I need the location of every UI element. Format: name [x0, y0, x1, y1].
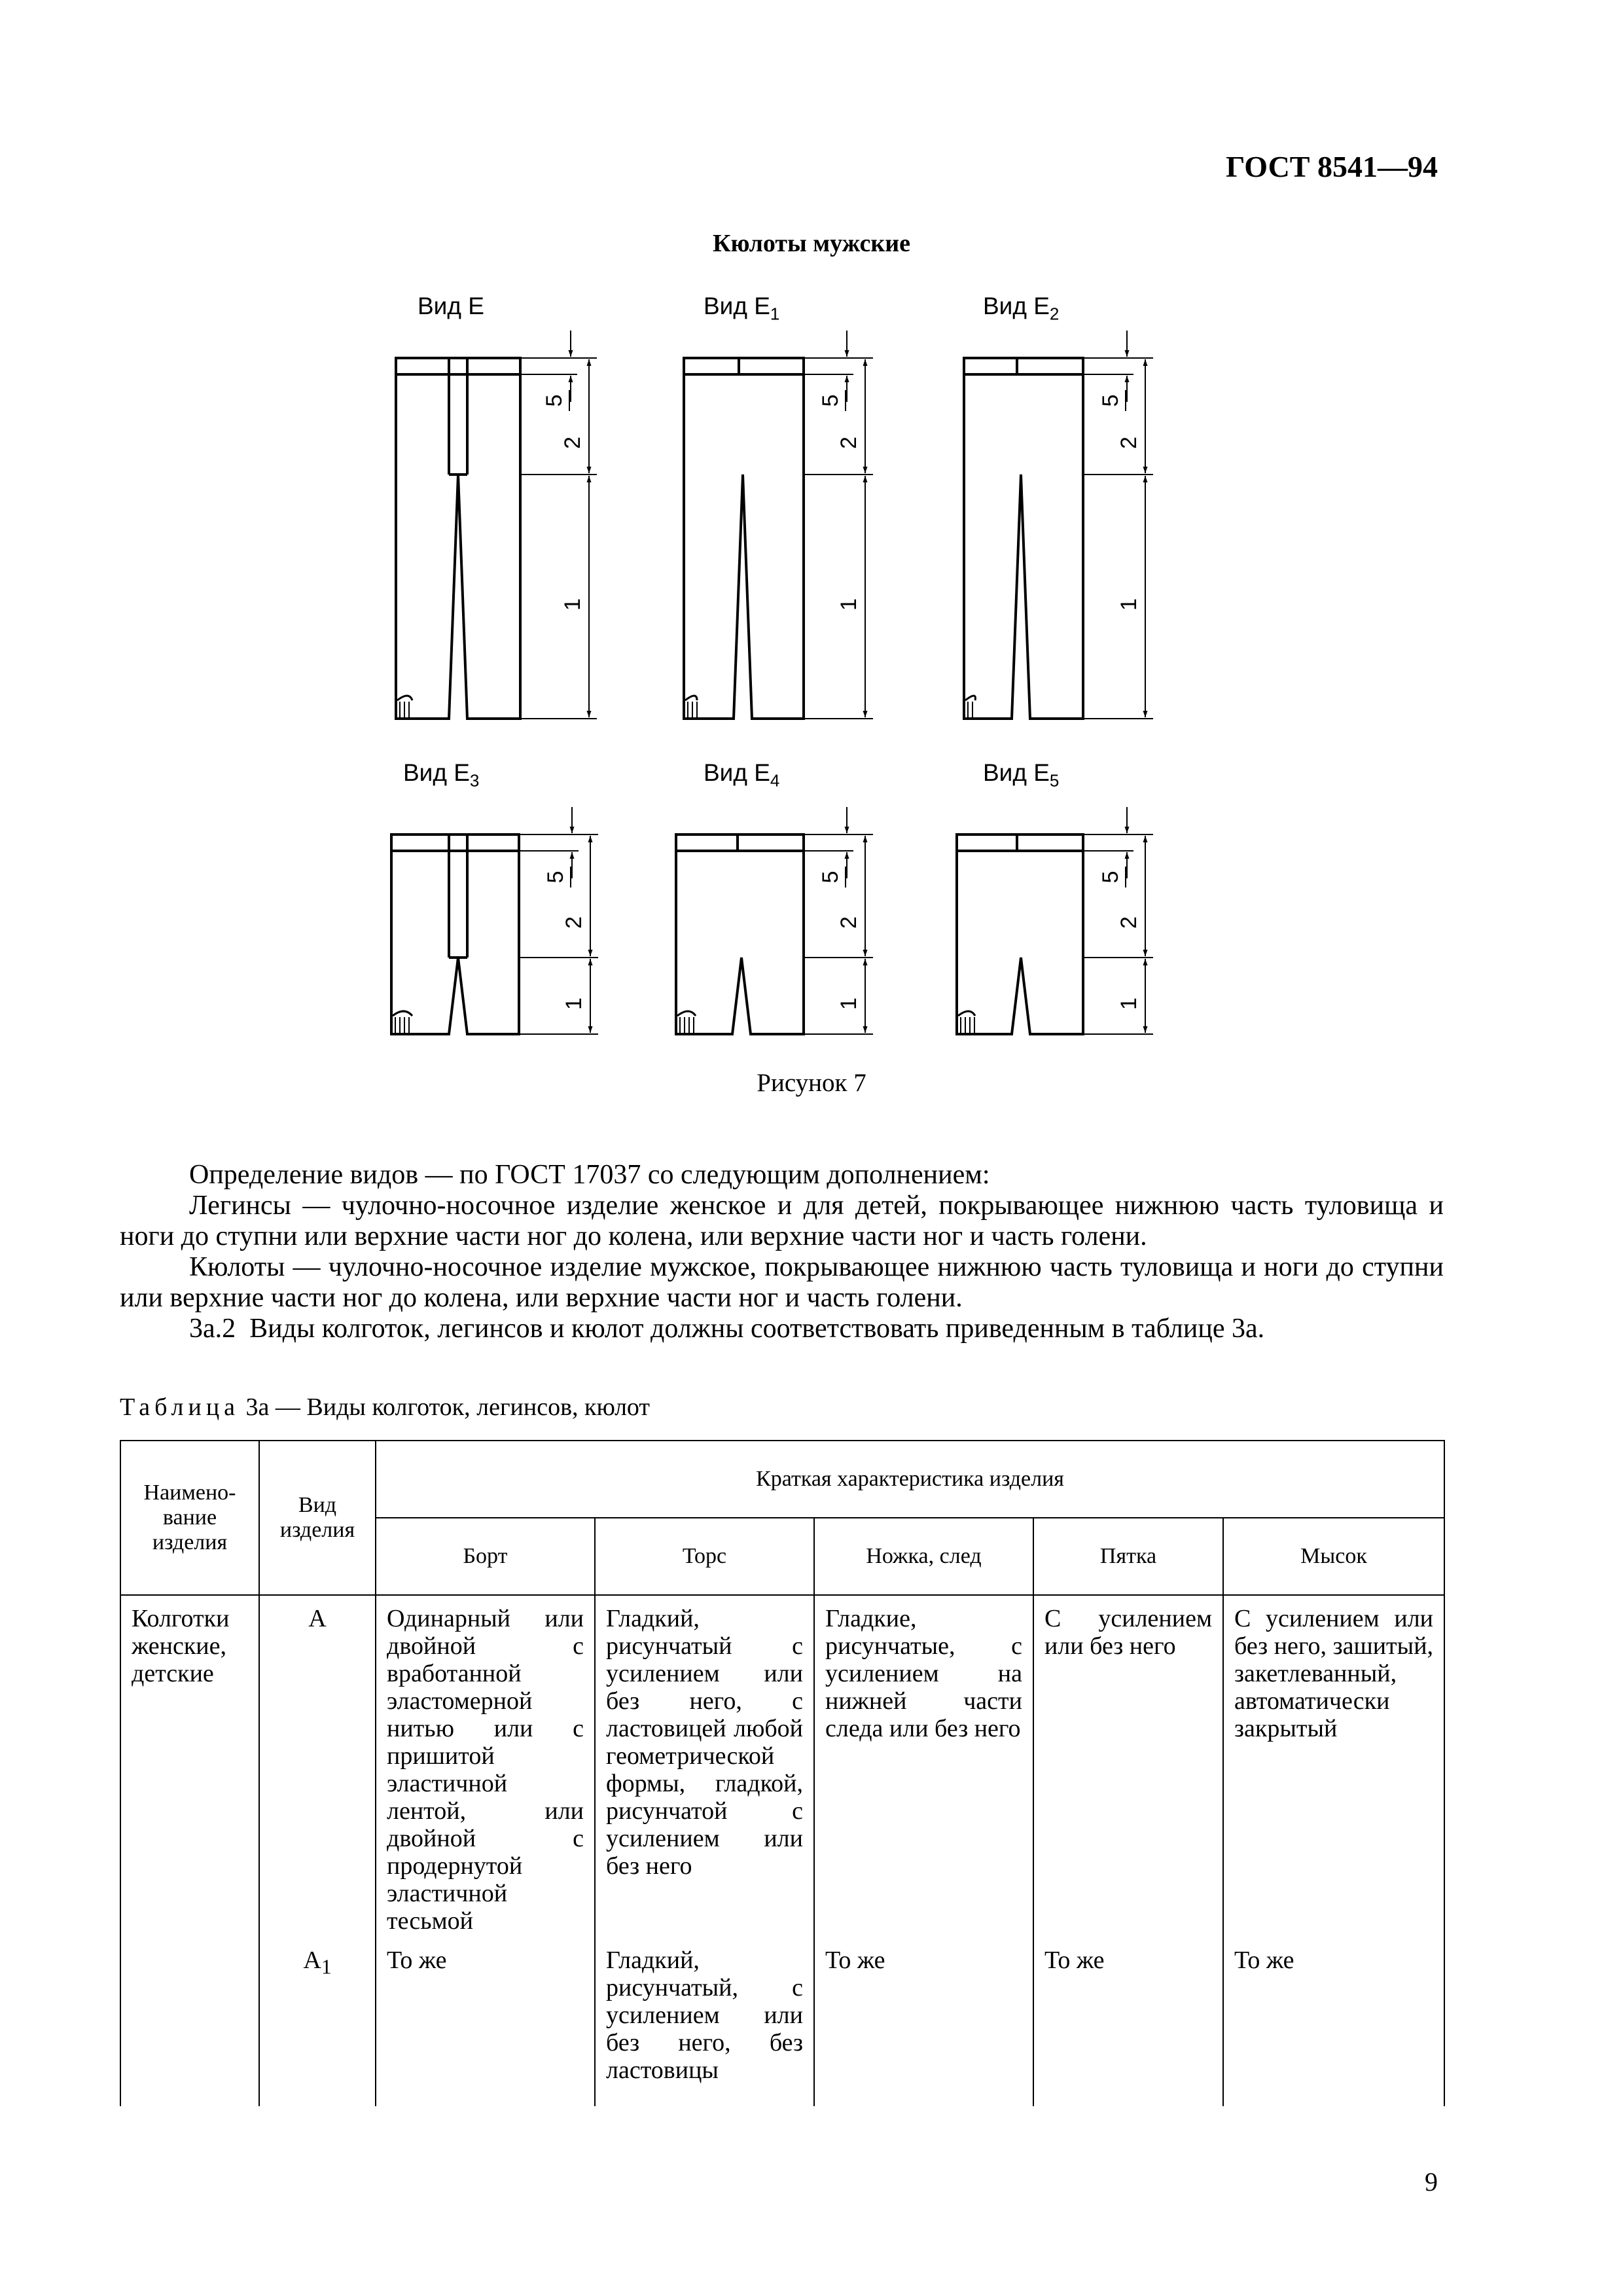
page-number: 9 [1425, 2167, 1438, 2197]
cell-tors: Гладкий, рисунчатый, с усилением или без него, без ластовицы [595, 1937, 814, 2106]
view-3-cuff-edge [965, 696, 975, 700]
header-col-leg: Ножка, след [814, 1518, 1033, 1595]
header-kind: Вид изделия [259, 1441, 376, 1595]
view-3-label-upper: 2 [1116, 437, 1141, 449]
view-5-label-waist: 5 [818, 870, 843, 884]
cell-product: Колготки женские, детские [120, 1595, 259, 1937]
view-3-outline [964, 358, 1083, 719]
types-table [120, 1440, 1445, 2106]
view-4-label-lower: 1 [562, 997, 586, 1010]
view-label-e1: Вид $E_1$ [704, 293, 780, 324]
view-4-outline [391, 834, 519, 1034]
view-2-outline [684, 358, 804, 719]
cell-leg: Гладкие, рисунчатые, с усилением на нижней части следа или без него [814, 1595, 1033, 1937]
view-1-label-upper: 2 [560, 437, 585, 449]
view-2-cuff-edge [685, 696, 697, 700]
view-label-e: Вид E [418, 293, 484, 319]
view-3-label-waist: 5 [1098, 394, 1123, 407]
cell-leg: То же [814, 1937, 1033, 2106]
view-5-outline [676, 834, 804, 1034]
header-product: Наимено- вание изделия [120, 1441, 259, 1595]
view-4-cuff-edge [393, 1011, 412, 1016]
table-caption: Таблица 3а — Виды колготок, легинсов, кюлот [120, 1393, 651, 1421]
view-label-e2: Вид $E_2$ [983, 293, 1060, 324]
cell-heel: С усилением или без него [1033, 1595, 1223, 1937]
view-6-label-upper: 2 [1116, 916, 1141, 929]
view-5-label-upper: 2 [836, 916, 861, 929]
view-2-label-waist: 5 [818, 394, 843, 407]
header-col-toe: Мысок [1223, 1518, 1444, 1595]
figure-drawing [0, 0, 1623, 1060]
cell-kind: А [259, 1595, 376, 1937]
cell-product [120, 1937, 259, 2106]
view-5-cuff-edge [677, 1011, 696, 1016]
view-1-label-waist: 5 [542, 394, 567, 407]
view-2-label-upper: 2 [836, 437, 861, 449]
paragraph-leggings: Легинсы — чулочно-носочное изделие женское и для детей, покрывающее нижнюю часть туловища и ноги до ступни или верхние части ног до колена, или верхние части ног и часть голени. [120, 1191, 1444, 1251]
cell-bort: Одинарный или двойной с вработанной эластомерной нитью или с пришитой эластичной лентой, или двойной с продернутой эластичной тесьмой [376, 1595, 595, 1937]
figure-caption: Рисунок 7 [757, 1069, 866, 1097]
view-1-cuff-edge [397, 696, 412, 700]
view-label-e3: Вид $E_3$ [403, 759, 480, 791]
paragraph-culottes: Кюлоты — чулочно-носочное изделие мужское, покрывающее нижнюю часть туловища и ноги до ступни или верхние части ног до колена, или верхние части ног и часть голени. [120, 1252, 1444, 1313]
cell-heel: То же [1033, 1937, 1223, 2106]
view-6-label-lower: 1 [1116, 997, 1141, 1010]
view-4-label-waist: 5 [543, 870, 568, 884]
view-1-outline [396, 358, 520, 719]
header-characteristics: Краткая характеристика изделия [376, 1441, 1444, 1518]
standard-number: ГОСТ 8541—94 [1226, 150, 1438, 183]
table-row [120, 1595, 1444, 1937]
view-6-label-waist: 5 [1098, 870, 1123, 884]
header-col-bort: Борт [376, 1518, 595, 1595]
view-4-label-upper: 2 [562, 916, 586, 929]
table-row [120, 1937, 1444, 2106]
view-5-label-lower: 1 [836, 997, 861, 1010]
figure-title: Кюлоты мужские [712, 230, 911, 257]
view-label-e5: Вид $E_5$ [983, 759, 1060, 791]
cell-kind: $А_1$ [259, 1937, 376, 2106]
view-1-label-lower: 1 [560, 598, 585, 611]
view-2-label-lower: 1 [836, 598, 861, 611]
header-col-heel: Пятка [1033, 1518, 1223, 1595]
paragraph-clause-3a2: 3а.2 Виды колготок, легинсов и кюлот должны соответствовать приведенным в таблице 3а. [189, 1314, 1265, 1344]
view-3-label-lower: 1 [1116, 598, 1141, 611]
cell-toe: С усилением или без него, зашитый, закетлеванный, автоматически закрытый [1223, 1595, 1444, 1937]
cell-bort: То же [376, 1937, 595, 2106]
cell-tors: Гладкий, рисунчатый с усилением или без него, с ластовицей любой геометрической формы, гладкой, рисунчатой с усилением или без него [595, 1595, 814, 1937]
cell-toe: То же [1223, 1937, 1444, 2106]
paragraph-definition: Определение видов — по ГОСТ 17037 со следующим дополнением: [189, 1160, 990, 1190]
header-col-tors: Торс [595, 1518, 814, 1595]
view-label-e4: Вид $E_4$ [704, 759, 780, 791]
view-6-outline [957, 834, 1083, 1034]
view-6-cuff-edge [958, 1011, 975, 1016]
